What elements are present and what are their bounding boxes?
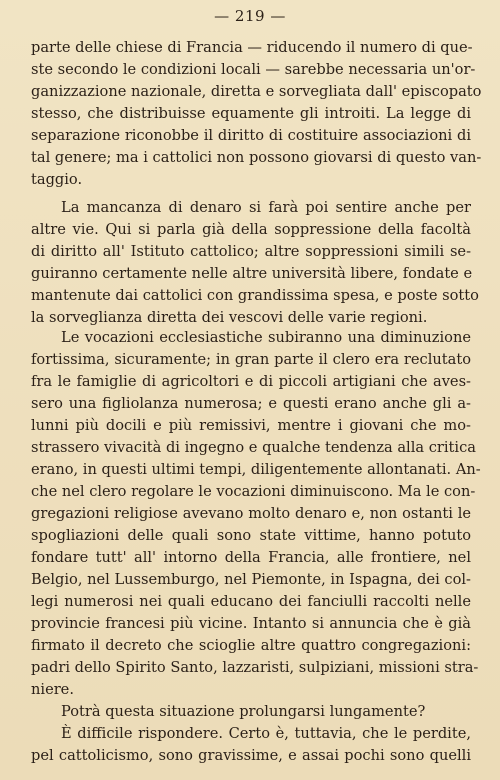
text-line: È difficile rispondere. Certo è, tuttavia, che le perdite, [61, 725, 471, 742]
text-line: altre vie. Qui si parla già della soppressione della facoltà [31, 221, 471, 238]
text-line: che nel clero regolare le vocazioni diminuiscono. Ma le con- [31, 483, 476, 500]
text-line: guiranno certamente nelle altre università libere, fondate e [31, 265, 473, 282]
text-line: padri dello Spirito Santo, lazzaristi, sulpiziani, missioni stra- [31, 659, 479, 676]
text-line: La mancanza di denaro si farà poi sentire anche per [61, 199, 471, 216]
text-line: lunni più docili e più remissivi, mentre i giovani che mo- [31, 417, 471, 434]
text-line: ganizzazione nazionale, diretta e sorvegliata dall' episcopato [31, 83, 482, 100]
text-line: legi numerosi nei quali educano dei fanciulli raccolti nelle [31, 593, 471, 610]
text-line: Belgio, nel Lussemburgo, nel Piemonte, in Ispagna, dei col- [31, 571, 471, 588]
text-line: tal genere; ma i cattolici non possono giovarsi di questo van- [31, 149, 482, 166]
text-line: firmato il decreto che scioglie altre quattro congregazioni: [31, 637, 471, 654]
text-line: separazione riconobbe il diritto di costituire associazioni di [31, 127, 471, 144]
text-line: Le vocazioni ecclesiastiche subiranno una diminuzione [61, 329, 471, 346]
text-line: sero una figliolanza numerosa; e questi erano anche gli a- [31, 395, 471, 412]
text-line: di diritto all' Istituto cattolico; altre soppressioni simili se- [31, 243, 471, 260]
text-line: Potrà questa situazione prolungarsi lungamente? [61, 703, 426, 720]
text-line: la sorveglianza diretta dei vescovi delle varie regioni. [31, 309, 428, 326]
text-line: erano, in questi ultimi tempi, diligentemente allontanati. An- [31, 461, 481, 478]
text-line: gregazioni religiose avevano molto denaro e, non ostanti le [31, 505, 471, 522]
text-line: taggio. [31, 171, 83, 188]
text-line: parte delle chiese di Francia — riducendo il numero di que- [31, 39, 473, 56]
text-line: ste secondo le condizioni locali — sarebbe necessaria un'or- [31, 61, 476, 78]
text-line: fondare tutt' all' intorno della Francia, alle frontiere, nel [31, 549, 471, 566]
text-line: fra le famiglie di agricoltori e di piccoli artigiani che aves- [31, 373, 471, 390]
text-line: spogliazioni delle quali sono state vittime, hanno potuto [31, 527, 471, 544]
text-line: strassero vivacità di ingegno e qualche tendenza alla critica [31, 439, 476, 456]
text-line: fortissima, sicuramente; in gran parte il clero era reclutato [31, 351, 471, 368]
text-line: provincie francesi più vicine. Intanto si annuncia che è già [31, 615, 471, 632]
text-line: pel cattolicismo, sono gravissime, e assai pochi sono quelli [31, 747, 471, 764]
text-line: mantenute dai cattolici con grandissima spesa, e poste sotto [31, 287, 479, 304]
page-number: — 219 — [214, 7, 286, 25]
text-line: stesso, che distribuisse equamente gli introiti. La legge di [31, 105, 471, 122]
text-line: niere. [31, 681, 74, 698]
